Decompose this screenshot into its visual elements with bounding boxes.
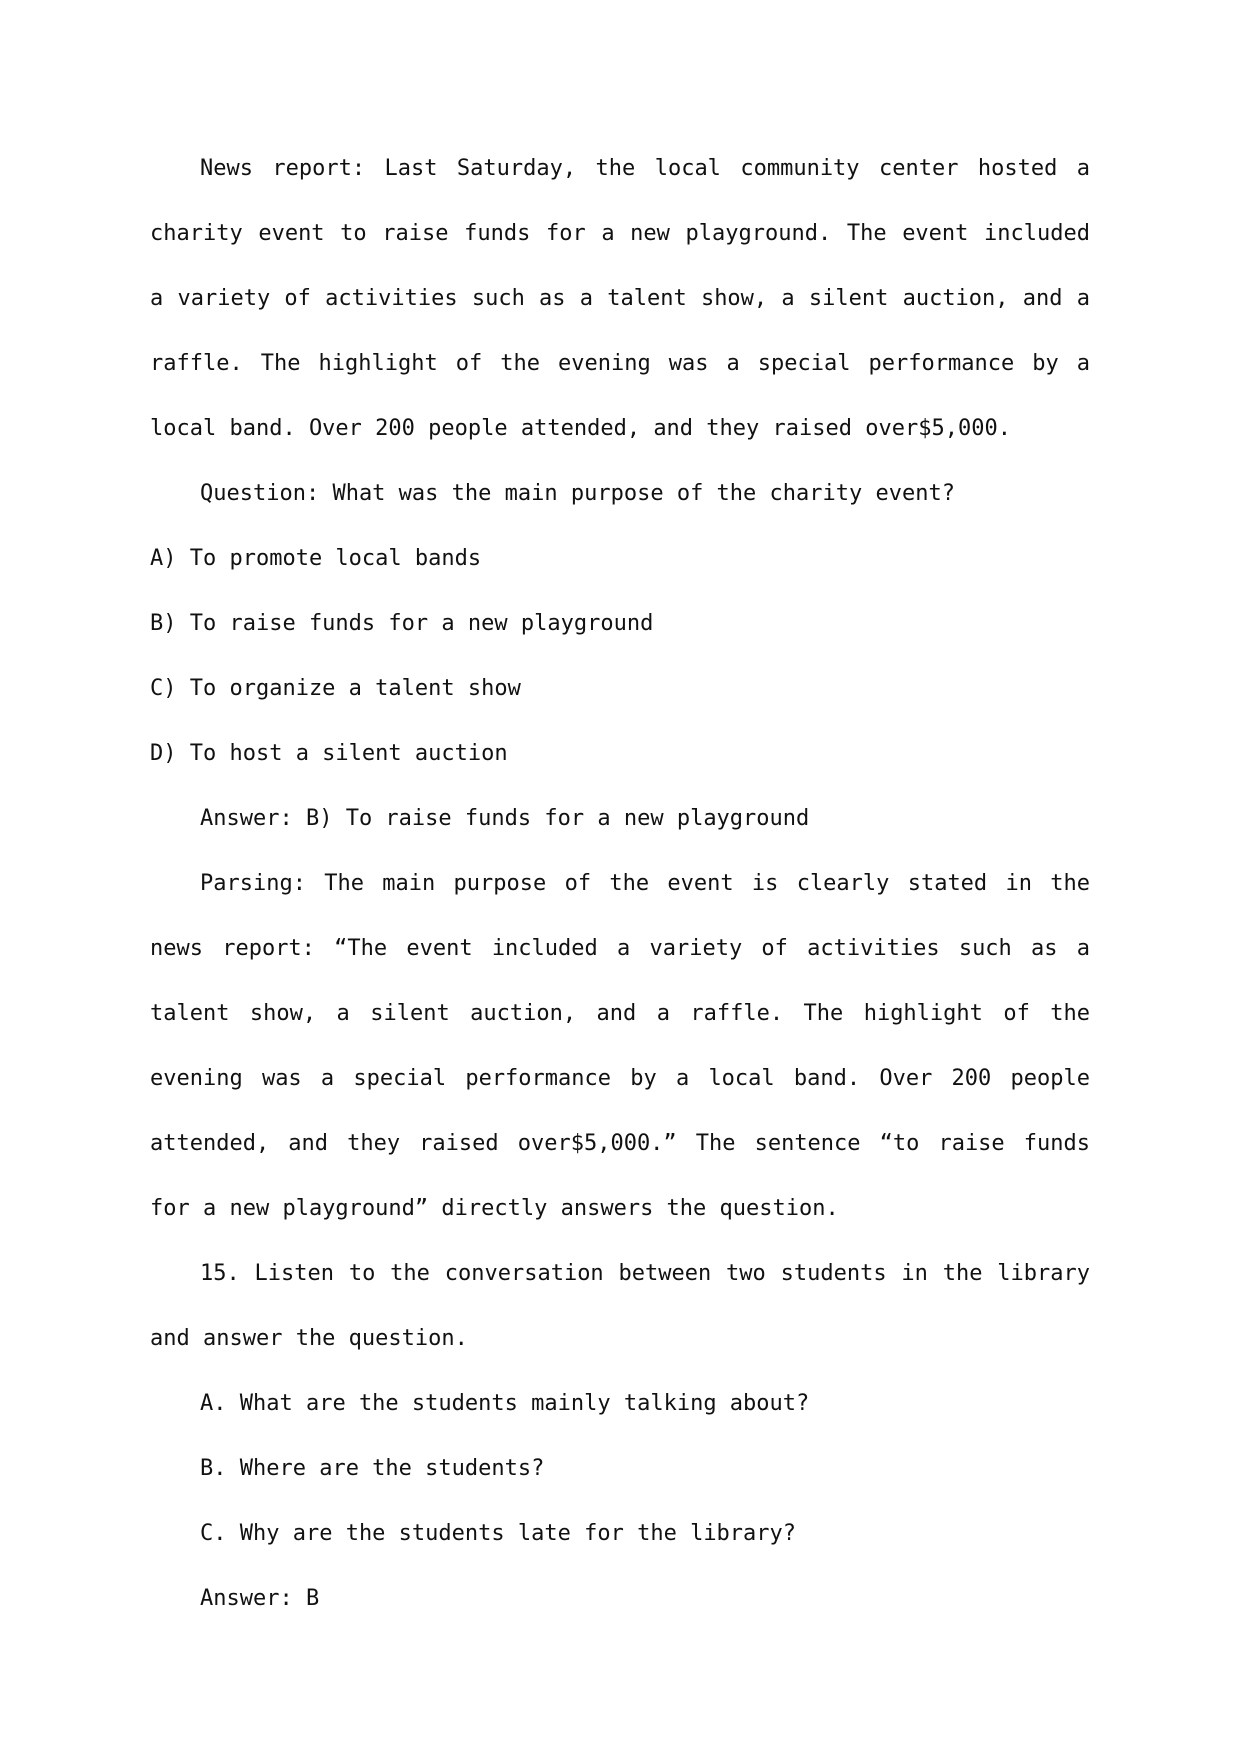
answer-text: Answer: B) To raise funds for a new playground	[200, 806, 810, 831]
news-report-paragraph: News report: Last Saturday, the local community center hosted a charity event to raise funds for a new playground. The event included a variety of activities such as a talent show, a silent auction, and a raffle. The highlight of the evening was a special performance by a local band. Over 200 people attended, and they raised over$5,000.	[150, 156, 1090, 441]
parsing-paragraph: Parsing: The main purpose of the event is clearly stated in the news report: “The event included a variety of activities such as a talent show, a silent auction, and a raffle. The highlight of the evening was a special performance by a local band. Over 200 people attended, and they raised over$5,000.” The sentence “to raise funds for a new playground” directly answers the question.	[150, 871, 1090, 1221]
option-d: D) To host a silent auction	[150, 741, 508, 766]
option-b: B) To raise funds for a new playground	[150, 611, 654, 636]
question-text: Question: What was the main purpose of the charity event?	[200, 481, 955, 506]
question-15-choice-b: B. Where are the students?	[200, 1456, 545, 1481]
document-page	[150, 136, 1090, 1631]
question-15-answer: Answer: B	[200, 1586, 320, 1611]
question-15-prompt: 15. Listen to the conversation between two students in the library and answer the question.	[150, 1261, 1090, 1351]
option-a: A) To promote local bands	[150, 546, 482, 571]
question-15-choice-a: A. What are the students mainly talking about?	[200, 1391, 810, 1416]
option-c: C) To organize a talent show	[150, 676, 521, 701]
question-15-choice-c: C. Why are the students late for the library?	[200, 1521, 797, 1546]
